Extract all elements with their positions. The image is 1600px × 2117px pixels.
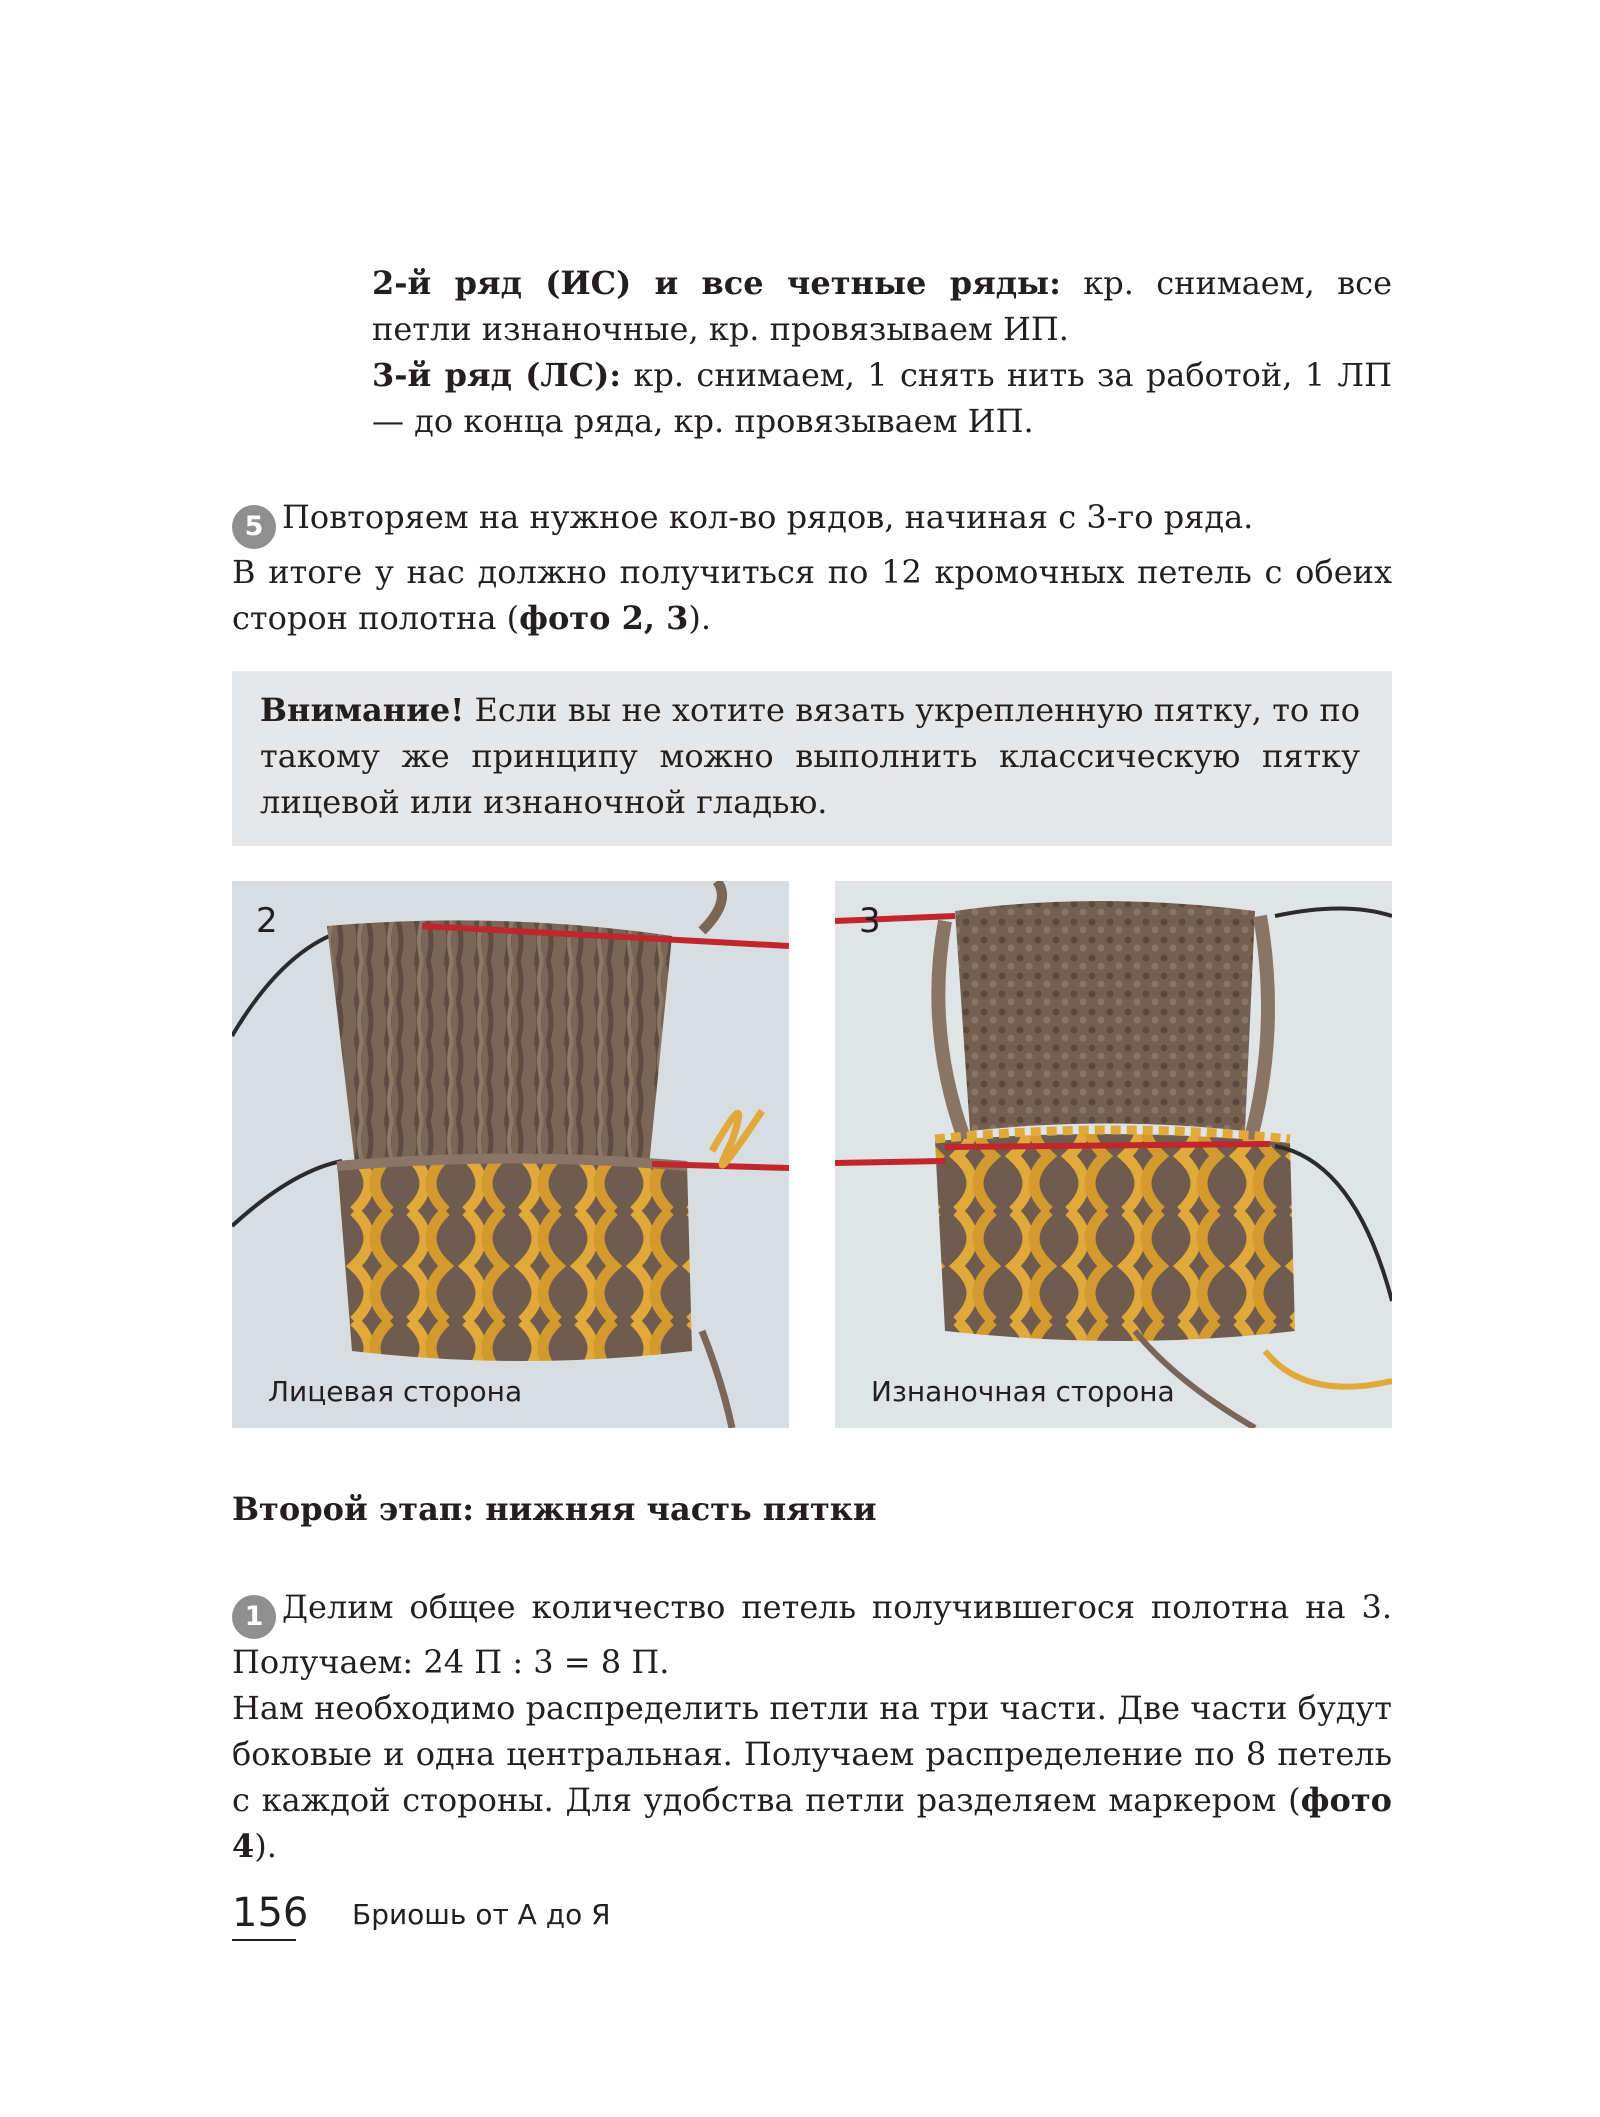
knitting-back-side-image (835, 881, 1392, 1428)
page-number: 156 (232, 1890, 309, 1936)
photo-reference: фото 4 (232, 1781, 1392, 1865)
photo-number: 2 (256, 901, 278, 941)
row3-paragraph (372, 352, 1392, 444)
step-1-distribution-text: Нам необходимо распределить петли на три части. Две части будут боковые и одна центральная. Получаем распределение по 8 петель с каждой стороны. Для удобства петли разделяем маркером ( (232, 1689, 1392, 1819)
photo-caption: Лицевая сторона (268, 1375, 523, 1408)
attention-label: Внимание! (260, 691, 465, 729)
row2-paragraph (372, 260, 1392, 352)
step-5 (232, 494, 1392, 641)
row3-label: 3-й ряд (ЛС): (372, 356, 622, 394)
photo-number: 3 (859, 901, 881, 941)
step-5-line2 (232, 549, 1392, 641)
step-1-text: Делим общее количество петель получившегося полотна на 3. Получаем: 24 П : 3 = 8 П. (232, 1588, 1392, 1681)
knitting-front-side-image (232, 881, 789, 1428)
step-1 (232, 1584, 1392, 1869)
step-1-para1 (232, 1584, 1392, 1685)
row3-text: кр. снимаем, 1 снять нить за работой, 1 ЛП — до конца ряда, кр. провязываем ИП. (372, 356, 1392, 440)
step-5-text: Повторяем на нужное кол-во рядов, начиная с 3-го ряда. (282, 498, 1254, 536)
rows-instructions (372, 260, 1392, 444)
step-5-line1 (232, 494, 1392, 549)
photo-2 (232, 881, 789, 1428)
photo-3 (835, 881, 1392, 1428)
row2-text: кр. снимаем, все петли изнаночные, кр. провязываем ИП. (372, 264, 1393, 348)
attention-note (232, 671, 1392, 846)
section-heading: Второй этап: нижняя часть пятки (232, 1490, 877, 1528)
step-number-badge: 5 (232, 505, 276, 549)
attention-note-text (260, 687, 1360, 825)
step-number-badge: 1 (232, 1595, 276, 1639)
page-number-underline (232, 1939, 296, 1941)
step-5-result-end: ). (688, 599, 712, 637)
row2-label: 2-й ряд (ИС) и все четные ряды: (372, 264, 1061, 302)
photo-reference: фото 2, 3 (519, 599, 689, 637)
attention-body: Если вы не хотите вязать укрепленную пятку, то по такому же принципу можно выполнить классическую пятку лицевой или изнаночной гладью. (260, 691, 1360, 821)
photo-caption: Изнаночная сторона (871, 1375, 1175, 1408)
step-1-para2 (232, 1685, 1392, 1869)
book-title: Бриошь от А до Я (352, 1898, 611, 1931)
step-1-distribution-end: ). (254, 1827, 277, 1865)
step-5-result-text: В итоге у нас должно получиться по 12 кромочных петель с обеих сторон полотна ( (232, 553, 1392, 637)
